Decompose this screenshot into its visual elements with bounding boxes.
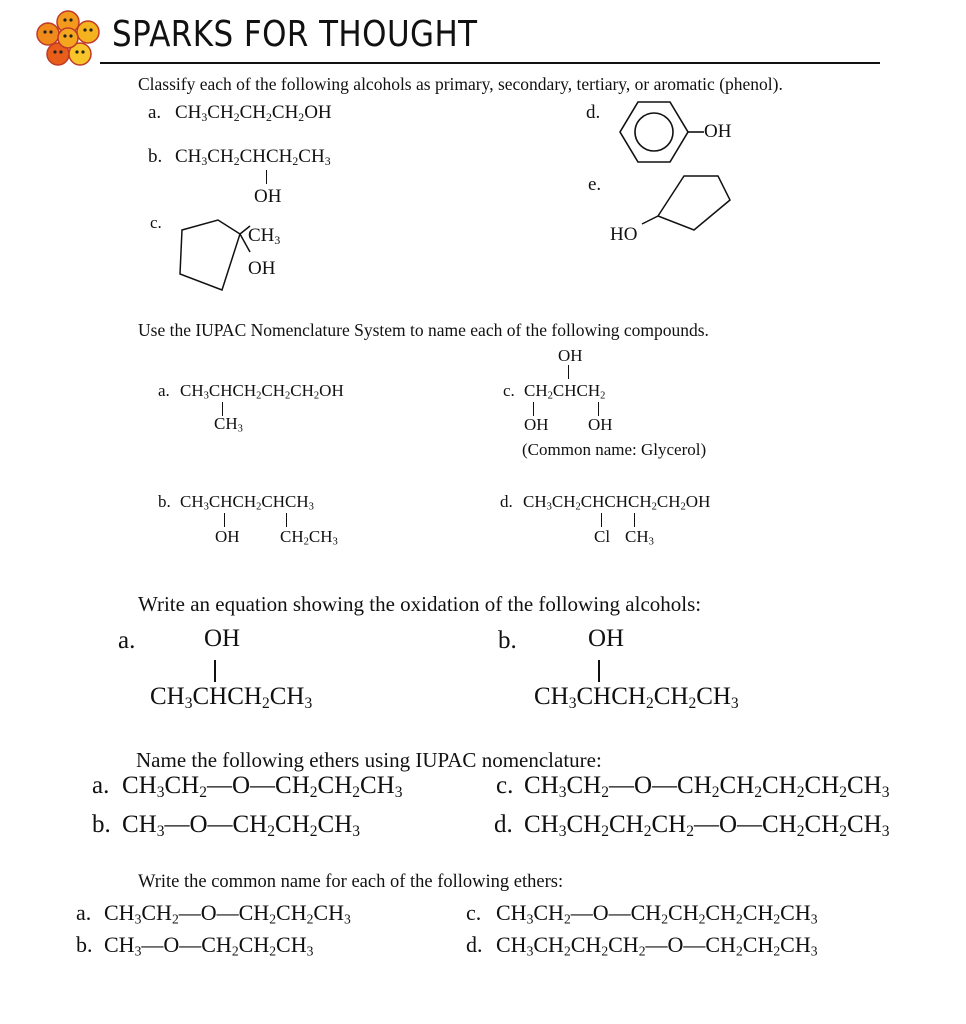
sec2-d-cl: Cl — [594, 527, 611, 546]
sec2-c-label: c. — [503, 381, 515, 400]
sec3-a-formula: $CH_3CHCH_2CH_3$ — [150, 683, 313, 712]
sec3-b-formula: $CH_3CHCH_2CH_2CH_3$ — [534, 683, 739, 712]
sec3-instruction: Write an equation showing the oxidation of the following alcohols: — [138, 592, 702, 616]
sec1-b-bond — [266, 170, 267, 184]
sec2-a-formula: $CH_3CHCH_2CH_2CH_2OH$ — [180, 381, 344, 402]
sec5-a-formula: $CH_3CH_2—O—CH_2CH_2CH_3$ — [104, 900, 351, 927]
sec1-b-label: b. — [148, 146, 163, 167]
sec4-d-label: d. — [494, 811, 513, 838]
title-underline — [100, 62, 880, 64]
sec2-c-bond-1 — [533, 402, 534, 416]
sec2-d-formula: $CH_3CH_2CHCHCH_2CH_2OH$ — [523, 492, 711, 513]
sec5-d-label: d. — [466, 932, 483, 957]
sec5-c-formula: $CH_3CH_2—O—CH_2CH_2CH_2CH_2CH_3$ — [496, 900, 818, 927]
sec5-c-label: c. — [466, 900, 482, 925]
sec4-d-formula: $CH_3CH_2CH_2CH_2—O—CH_2CH_2CH_3$ — [524, 811, 890, 840]
sec1-c-label: c. — [150, 213, 162, 232]
sec2-b-oh: OH — [215, 527, 240, 546]
sec5-b-label: b. — [76, 932, 93, 957]
sec4-instruction: Name the following ethers using IUPAC nomenclature: — [136, 748, 602, 772]
sec1-e-ho: HO — [610, 224, 638, 245]
sec1-a-formula: $CH_3CH_2CH_2CH_2OH$ — [175, 102, 332, 124]
sec2-b-label: b. — [158, 492, 171, 511]
sec4-c-formula: $CH_3CH_2—O—CH_2CH_2CH_2CH_2CH_3$ — [524, 772, 890, 801]
sec2-b-bond-1 — [224, 513, 225, 527]
sec2-b-ch2ch3: $CH_2CH_3$ — [280, 527, 338, 548]
sec2-d-ch3: $CH_3$ — [625, 527, 654, 548]
sec1-d-oh: OH — [704, 121, 732, 142]
sec2-instruction: Use the IUPAC Nomenclature System to name each of the following compounds. — [138, 320, 709, 340]
sec2-c-oh-top: OH — [558, 346, 583, 365]
sec1-e-label: e. — [588, 174, 602, 195]
sparks-logo-icon — [30, 8, 106, 70]
sec2-c-formula: $CH_2CHCH_2$ — [524, 381, 606, 402]
sec2-c-bond-2 — [598, 402, 599, 416]
sec3-a-bond — [214, 660, 216, 682]
sec2-a-ch3: $CH_3$ — [214, 414, 243, 435]
sec2-c-oh-2: OH — [588, 415, 613, 434]
sec3-b-bond — [598, 660, 600, 682]
sec2-a-label: a. — [158, 381, 170, 400]
sec2-d-bond-2 — [634, 513, 635, 527]
sec2-b-formula: $CH_3CHCH_2CHCH_3$ — [180, 492, 314, 513]
sec4-b-label: b. — [92, 811, 111, 838]
sec5-instruction: Write the common name for each of the following ethers: — [138, 872, 564, 892]
sec4-c-label: c. — [496, 772, 514, 799]
sec2-c-oh-1: OH — [524, 415, 549, 434]
sec1-b-oh: OH — [254, 186, 282, 207]
sec3-b-label: b. — [498, 627, 517, 654]
sec4-a-formula: $CH_3CH_2—O—CH_2CH_2CH_3$ — [122, 772, 403, 801]
sec2-c-top-bond — [568, 365, 569, 379]
sec3-b-oh: OH — [588, 625, 625, 652]
sec2-d-bond-1 — [601, 513, 602, 527]
sec4-a-label: a. — [92, 772, 110, 799]
sec3-a-label: a. — [118, 627, 136, 654]
page-title: SPARKS FOR THOUGHT — [112, 14, 478, 55]
sec2-b-bond-2 — [286, 513, 287, 527]
cyclopentane-ring-e — [638, 168, 748, 248]
sec1-b-formula: $CH_3CH_2CHCH_2CH_3$ — [175, 146, 331, 168]
sec5-d-formula: $CH_3CH_2CH_2CH_2—O—CH_2CH_2CH_3$ — [496, 932, 818, 959]
sec3-a-oh: OH — [204, 625, 241, 652]
sec1-c-ch3: $CH_3$ — [248, 225, 281, 247]
sec2-d-label: d. — [500, 492, 513, 511]
sec2-c-note: (Common name: Glycerol) — [522, 440, 707, 459]
sec1-instruction: Classify each of the following alcohols as primary, secondary, tertiary, or aromatic (phenol). — [138, 74, 783, 94]
sec5-a-label: a. — [76, 900, 92, 925]
sec4-b-formula: $CH_3—O—CH_2CH_2CH_3$ — [122, 811, 360, 840]
sec1-a-label: a. — [148, 102, 162, 123]
sec1-c-oh: OH — [248, 258, 276, 279]
sec1-d-label: d. — [586, 102, 601, 123]
sec5-b-formula: $CH_3—O—CH_2CH_2CH_3$ — [104, 932, 314, 959]
